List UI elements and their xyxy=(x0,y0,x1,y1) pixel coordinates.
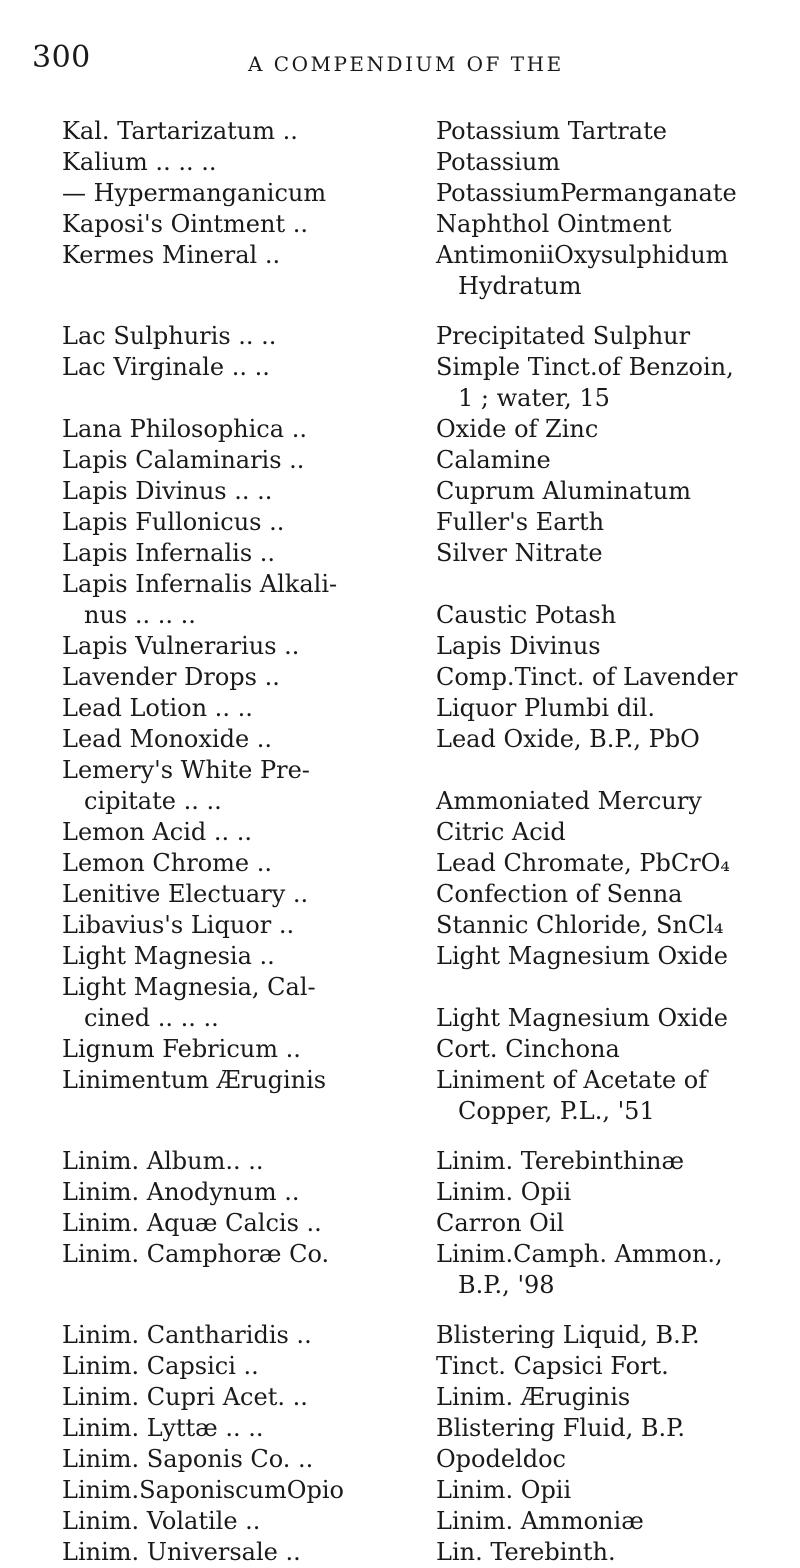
term-line: Linim.SaponiscumOpio xyxy=(62,1476,344,1504)
term-line: Kalium .. .. .. xyxy=(62,148,217,176)
glossary-entry xyxy=(62,445,762,476)
entry-term xyxy=(62,1239,436,1301)
glossary-entry xyxy=(62,116,762,147)
entry-term xyxy=(62,569,436,631)
definition-line: Caustic Potash xyxy=(436,601,617,629)
glossary-entry xyxy=(62,147,762,178)
entry-definition xyxy=(436,507,762,538)
entry-definition xyxy=(436,240,762,302)
term-line: Lemon Acid .. .. xyxy=(62,818,253,846)
entry-definition xyxy=(436,1320,762,1351)
glossary-entry xyxy=(62,538,762,569)
term-line: Linim. Cantharidis .. xyxy=(62,1321,312,1349)
entry-term xyxy=(62,414,436,445)
entry-definition xyxy=(436,1351,762,1382)
entry-definition xyxy=(436,476,762,507)
term-line: Lapis Calaminaris .. xyxy=(62,446,305,474)
definition-line: Linim. Ammoniæ xyxy=(436,1507,644,1535)
term-line: Lignum Febricum .. xyxy=(62,1035,301,1063)
glossary-entry xyxy=(62,507,762,538)
entry-term xyxy=(62,755,436,817)
definition-line: Linim. Æruginis xyxy=(436,1383,631,1411)
term-line: Lead Monoxide .. xyxy=(62,725,273,753)
definition-line xyxy=(436,972,762,1003)
entry-definition xyxy=(436,693,762,724)
term-line: Linim. Capsici .. xyxy=(62,1352,259,1380)
term-line: Lemon Chrome .. xyxy=(62,849,273,877)
entry-definition xyxy=(436,1413,762,1444)
entry-term xyxy=(62,631,436,662)
definition-line: Comp.Tinct. of Lavender xyxy=(436,663,738,691)
definition-line: Copper, P.L., '51 xyxy=(458,1097,655,1125)
glossary-entry xyxy=(62,240,762,302)
glossary-entry xyxy=(62,1537,762,1568)
entry-term xyxy=(62,1475,436,1506)
glossary-entry xyxy=(62,1239,762,1301)
term-line: Linim. Volatile .. xyxy=(62,1507,261,1535)
entry-definition xyxy=(436,972,762,1034)
term-line: cined .. .. .. xyxy=(84,1004,219,1032)
definition-line: Ammoniated Mercury xyxy=(436,787,702,815)
definition-line: Liquor Plumbi dil. xyxy=(436,694,656,722)
section-gap xyxy=(62,1127,762,1146)
definition-line: Linim. Opii xyxy=(436,1178,572,1206)
entry-term xyxy=(62,1034,436,1065)
entry-definition xyxy=(436,817,762,848)
entry-definition xyxy=(436,1034,762,1065)
entry-term xyxy=(62,910,436,941)
definition-line: 1 ; water, 15 xyxy=(458,384,610,412)
entry-definition xyxy=(436,1208,762,1239)
glossary-entry xyxy=(62,414,762,445)
glossary-entry xyxy=(62,724,762,755)
entry-term xyxy=(62,662,436,693)
glossary-entry xyxy=(62,569,762,631)
entry-term xyxy=(62,817,436,848)
entry-term xyxy=(62,693,436,724)
glossary-entry xyxy=(62,848,762,879)
glossary-entry xyxy=(62,1208,762,1239)
definition-line: Precipitated Sulphur xyxy=(436,322,691,350)
entry-definition xyxy=(436,538,762,569)
definition-line: B.P., '98 xyxy=(458,1271,555,1299)
entry-term xyxy=(62,848,436,879)
definition-line: Blistering Fluid, B.P. xyxy=(436,1414,686,1442)
entry-term xyxy=(62,1413,436,1444)
entry-term xyxy=(62,972,436,1034)
definition-line: Opodeldoc xyxy=(436,1445,566,1473)
glossary-entries xyxy=(62,116,762,1568)
term-line: Light Magnesia, Cal- xyxy=(62,973,316,1001)
glossary-entry xyxy=(62,1065,762,1127)
entry-term xyxy=(62,1351,436,1382)
definition-line: Potassium Tartrate xyxy=(436,117,667,145)
glossary-entry xyxy=(62,879,762,910)
definition-line: Fuller's Earth xyxy=(436,508,605,536)
entry-term xyxy=(62,1177,436,1208)
glossary-entry xyxy=(62,1475,762,1506)
entry-term xyxy=(62,476,436,507)
glossary-entry xyxy=(62,321,762,352)
entry-term xyxy=(62,209,436,240)
glossary-entry xyxy=(62,910,762,941)
entry-definition xyxy=(436,352,762,414)
entry-definition xyxy=(436,910,762,941)
entry-term xyxy=(62,507,436,538)
term-line: Linim. Album.. .. xyxy=(62,1147,264,1175)
term-line: Lapis Divinus .. .. xyxy=(62,477,273,505)
glossary-entry xyxy=(62,1034,762,1065)
entry-term xyxy=(62,941,436,972)
definition-line: Naphthol Ointment xyxy=(436,210,672,238)
entry-term xyxy=(62,1382,436,1413)
entry-term xyxy=(62,178,436,209)
definition-line xyxy=(436,755,762,786)
term-line: cipitate .. .. xyxy=(84,787,222,815)
entry-term xyxy=(62,1208,436,1239)
term-line: Linim. Saponis Co. .. xyxy=(62,1445,314,1473)
glossary-entry xyxy=(62,352,762,414)
entry-definition xyxy=(436,879,762,910)
entry-definition xyxy=(436,1177,762,1208)
definition-line xyxy=(436,569,762,600)
entry-definition xyxy=(436,569,762,631)
definition-line: Blistering Liquid, B.P. xyxy=(436,1321,700,1349)
glossary-entry xyxy=(62,662,762,693)
definition-line: PotassiumPermanganate xyxy=(436,179,737,207)
term-line: Lenitive Electuary .. xyxy=(62,880,309,908)
entry-definition xyxy=(436,848,762,879)
definition-line: Cort. Cinchona xyxy=(436,1035,620,1063)
term-line: nus .. .. .. xyxy=(84,601,196,629)
glossary-entry xyxy=(62,1320,762,1351)
glossary-entry xyxy=(62,1146,762,1177)
entry-term xyxy=(62,879,436,910)
definition-line: Simple Tinct.of Benzoin, xyxy=(436,353,734,381)
term-line: Linimentum Æruginis xyxy=(62,1066,327,1094)
entry-term xyxy=(62,724,436,755)
glossary-entry xyxy=(62,972,762,1034)
definition-line: Potassium xyxy=(436,148,561,176)
glossary-entry xyxy=(62,941,762,972)
term-line: Linim. Lyttæ .. .. xyxy=(62,1414,264,1442)
definition-line: Confection of Senna xyxy=(436,880,683,908)
term-line: Linim. Aquæ Calcis .. xyxy=(62,1209,322,1237)
entry-definition xyxy=(436,1239,762,1301)
term-line: Lapis Vulnerarius .. xyxy=(62,632,300,660)
entry-term xyxy=(62,240,436,302)
entry-term xyxy=(62,1065,436,1127)
entry-definition xyxy=(436,116,762,147)
glossary-entry xyxy=(62,1351,762,1382)
term-line: Lapis Infernalis Alkali- xyxy=(62,570,338,598)
term-line: Lapis Infernalis .. xyxy=(62,539,276,567)
entry-term xyxy=(62,1146,436,1177)
definition-line: Linim.Camph. Ammon., xyxy=(436,1240,723,1268)
glossary-entry xyxy=(62,476,762,507)
entry-term xyxy=(62,538,436,569)
term-line: Kermes Mineral .. xyxy=(62,241,281,269)
entry-definition xyxy=(436,1475,762,1506)
definition-line: Lead Oxide, B.P., PbO xyxy=(436,725,700,753)
term-line: Lana Philosophica .. xyxy=(62,415,307,443)
entry-definition xyxy=(436,178,762,209)
entry-definition xyxy=(436,1444,762,1475)
section-gap xyxy=(62,1301,762,1320)
term-line: — Hypermanganicum xyxy=(62,179,327,207)
definition-line: Tinct. Capsici Fort. xyxy=(436,1352,669,1380)
definition-line: Cuprum Aluminatum xyxy=(436,477,692,505)
entry-term xyxy=(62,1320,436,1351)
glossary-entry xyxy=(62,693,762,724)
entry-term xyxy=(62,147,436,178)
term-line: Linim. Camphoræ Co. xyxy=(62,1240,330,1268)
entry-definition xyxy=(436,414,762,445)
running-head: A COMPENDIUM OF THE xyxy=(248,52,564,76)
term-line: Linim. Cupri Acet. .. xyxy=(62,1383,308,1411)
glossary-entry xyxy=(62,1444,762,1475)
definition-line: Lin. Terebinth. xyxy=(436,1538,616,1566)
term-line: Kaposi's Ointment .. xyxy=(62,210,308,238)
term-line: Kal. Tartarizatum .. xyxy=(62,117,298,145)
definition-line: Light Magnesium Oxide xyxy=(436,1004,728,1032)
entry-definition xyxy=(436,662,762,693)
definition-line: Citric Acid xyxy=(436,818,566,846)
term-line: Linim. Anodynum .. xyxy=(62,1178,300,1206)
section-gap xyxy=(62,302,762,321)
definition-line: Linim. Terebinthinæ xyxy=(436,1147,685,1175)
definition-line: Oxide of Zinc xyxy=(436,415,599,443)
glossary-entry xyxy=(62,755,762,817)
term-line: Lavender Drops .. xyxy=(62,663,280,691)
entry-definition xyxy=(436,1537,762,1568)
term-line: Lac Sulphuris .. .. xyxy=(62,322,277,350)
entry-term xyxy=(62,116,436,147)
definition-line: Stannic Chloride, SnCl₄ xyxy=(436,911,724,939)
page-number: 300 xyxy=(32,40,91,75)
definition-line: Lapis Divinus xyxy=(436,632,601,660)
entry-term xyxy=(62,352,436,414)
definition-line: Lead Chromate, PbCrO₄ xyxy=(436,849,730,877)
entry-term xyxy=(62,445,436,476)
definition-line: Calamine xyxy=(436,446,551,474)
entry-definition xyxy=(436,147,762,178)
entry-term xyxy=(62,321,436,352)
glossary-entry xyxy=(62,1413,762,1444)
term-line: Lac Virginale .. .. xyxy=(62,353,270,381)
entry-definition xyxy=(436,755,762,817)
definition-line: Carron Oil xyxy=(436,1209,565,1237)
glossary-entry xyxy=(62,631,762,662)
entry-definition xyxy=(436,445,762,476)
definition-line: Hydratum xyxy=(458,272,582,300)
entry-definition xyxy=(436,1382,762,1413)
glossary-entry xyxy=(62,209,762,240)
entry-definition xyxy=(436,1065,762,1127)
definition-line: Silver Nitrate xyxy=(436,539,603,567)
definition-line: Linim. Opii xyxy=(436,1476,572,1504)
definition-line: Liniment of Acetate of xyxy=(436,1066,708,1094)
entry-definition xyxy=(436,321,762,352)
glossary-entry xyxy=(62,1177,762,1208)
entry-definition xyxy=(436,941,762,972)
term-line: Linim. Universale .. xyxy=(62,1538,301,1566)
term-line: Lemery's White Pre- xyxy=(62,756,310,784)
term-line: Libavius's Liquor .. xyxy=(62,911,295,939)
entry-definition xyxy=(436,631,762,662)
glossary-entry xyxy=(62,178,762,209)
glossary-entry xyxy=(62,817,762,848)
entry-term xyxy=(62,1444,436,1475)
definition-line: Light Magnesium Oxide xyxy=(436,942,728,970)
entry-definition xyxy=(436,209,762,240)
glossary-entry xyxy=(62,1382,762,1413)
definition-line: AntimoniiOxysulphidum xyxy=(436,241,729,269)
page-header xyxy=(32,40,772,80)
term-line: Light Magnesia .. xyxy=(62,942,275,970)
entry-definition xyxy=(436,724,762,755)
entry-definition xyxy=(436,1146,762,1177)
entry-term xyxy=(62,1537,436,1568)
term-line: Lead Lotion .. .. xyxy=(62,694,253,722)
term-line: Lapis Fullonicus .. xyxy=(62,508,285,536)
